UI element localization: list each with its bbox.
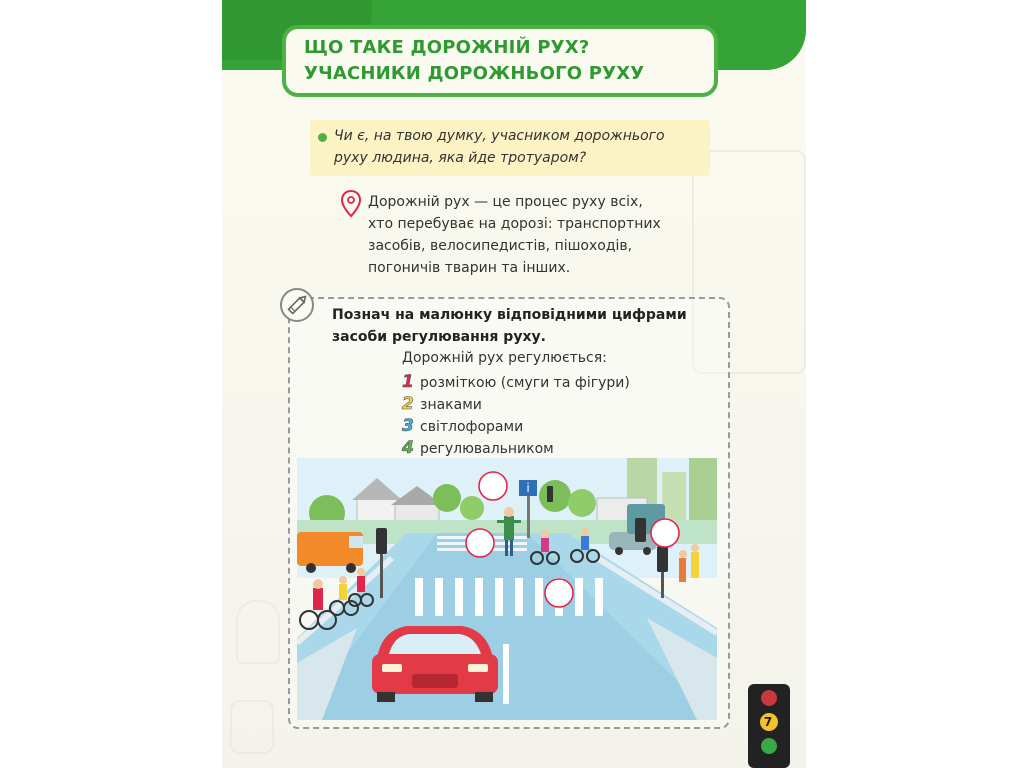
pedestrian (691, 544, 699, 578)
regulation-number-4: 4 (402, 438, 414, 458)
question-line-2: руху людина, яка йде тротуаром? (334, 150, 587, 166)
question-box (310, 120, 710, 176)
regulation-heading: Дорожній рух регулюється: (402, 350, 607, 366)
regulation-number-3: 3 (402, 416, 414, 436)
background-building (662, 472, 686, 520)
lane-marking (503, 644, 509, 704)
tree (433, 484, 461, 512)
question-line-1: Чи є, на твою думку, учасником дорожнього (334, 128, 665, 144)
regulation-label-1: розміткою (смуги та фігури) (420, 375, 630, 391)
definition-line-1: Дорожній рух — це процес руху всіх, (368, 194, 643, 210)
tree (460, 496, 484, 520)
regulation-label-3: світлофорами (420, 419, 524, 435)
pencil-badge (280, 288, 314, 322)
task-instruction-line-1: Познач на малюнку відповідними цифрами (332, 307, 687, 323)
answer-circle-2[interactable] (466, 529, 494, 557)
textbook-page (222, 0, 806, 768)
red-car (372, 626, 498, 702)
answer-circle-4[interactable] (651, 519, 679, 547)
road-sign-symbol: i (526, 481, 530, 495)
traffic-light-far (635, 518, 646, 542)
lesson-title-line-2: УЧАСНИКИ ДОРОЖНЬОГО РУХУ (304, 63, 645, 84)
definition-text (368, 191, 698, 279)
answer-circle-1[interactable] (479, 472, 507, 500)
regulation-item-traffic-lights (402, 416, 523, 438)
pedestrian (679, 550, 687, 582)
lesson-title-box (282, 25, 718, 97)
task-instruction (332, 304, 712, 348)
definition-line-3: засобів, велосипедистів, пішоходів, (368, 238, 633, 254)
tree (568, 489, 596, 517)
background-window-outline (230, 700, 274, 754)
regulation-item-markings (402, 372, 630, 394)
tree (539, 480, 571, 512)
street-scene-illustration (297, 458, 717, 720)
traffic-light-mid (547, 486, 553, 502)
pencil-icon (282, 290, 312, 320)
regulation-item-traffic-officer (402, 438, 554, 460)
regulation-item-signs (402, 394, 482, 416)
regulation-label-4: регулювальником (420, 441, 554, 457)
regulation-label-2: знаками (420, 397, 482, 413)
location-pin-icon (340, 190, 362, 218)
regulation-number-2: 2 (402, 394, 414, 414)
definition-line-4: погоничів тварин та інших. (368, 260, 571, 276)
question-text (334, 125, 704, 169)
background-building (689, 458, 717, 520)
page-number: 7 (763, 715, 773, 729)
bullet-dot-icon (318, 133, 327, 142)
regulation-number-1: 1 (402, 372, 414, 392)
background-house-outline (236, 600, 280, 664)
definition-line-2: хто перебуває на дорозі: транспортних (368, 216, 661, 232)
task-instruction-line-2: засоби регулювання руху. (332, 329, 546, 345)
lesson-title-line-1: ЩО ТАКЕ ДОРОЖНІЙ РУХ? (304, 37, 590, 58)
answer-circle-3[interactable] (545, 579, 573, 607)
